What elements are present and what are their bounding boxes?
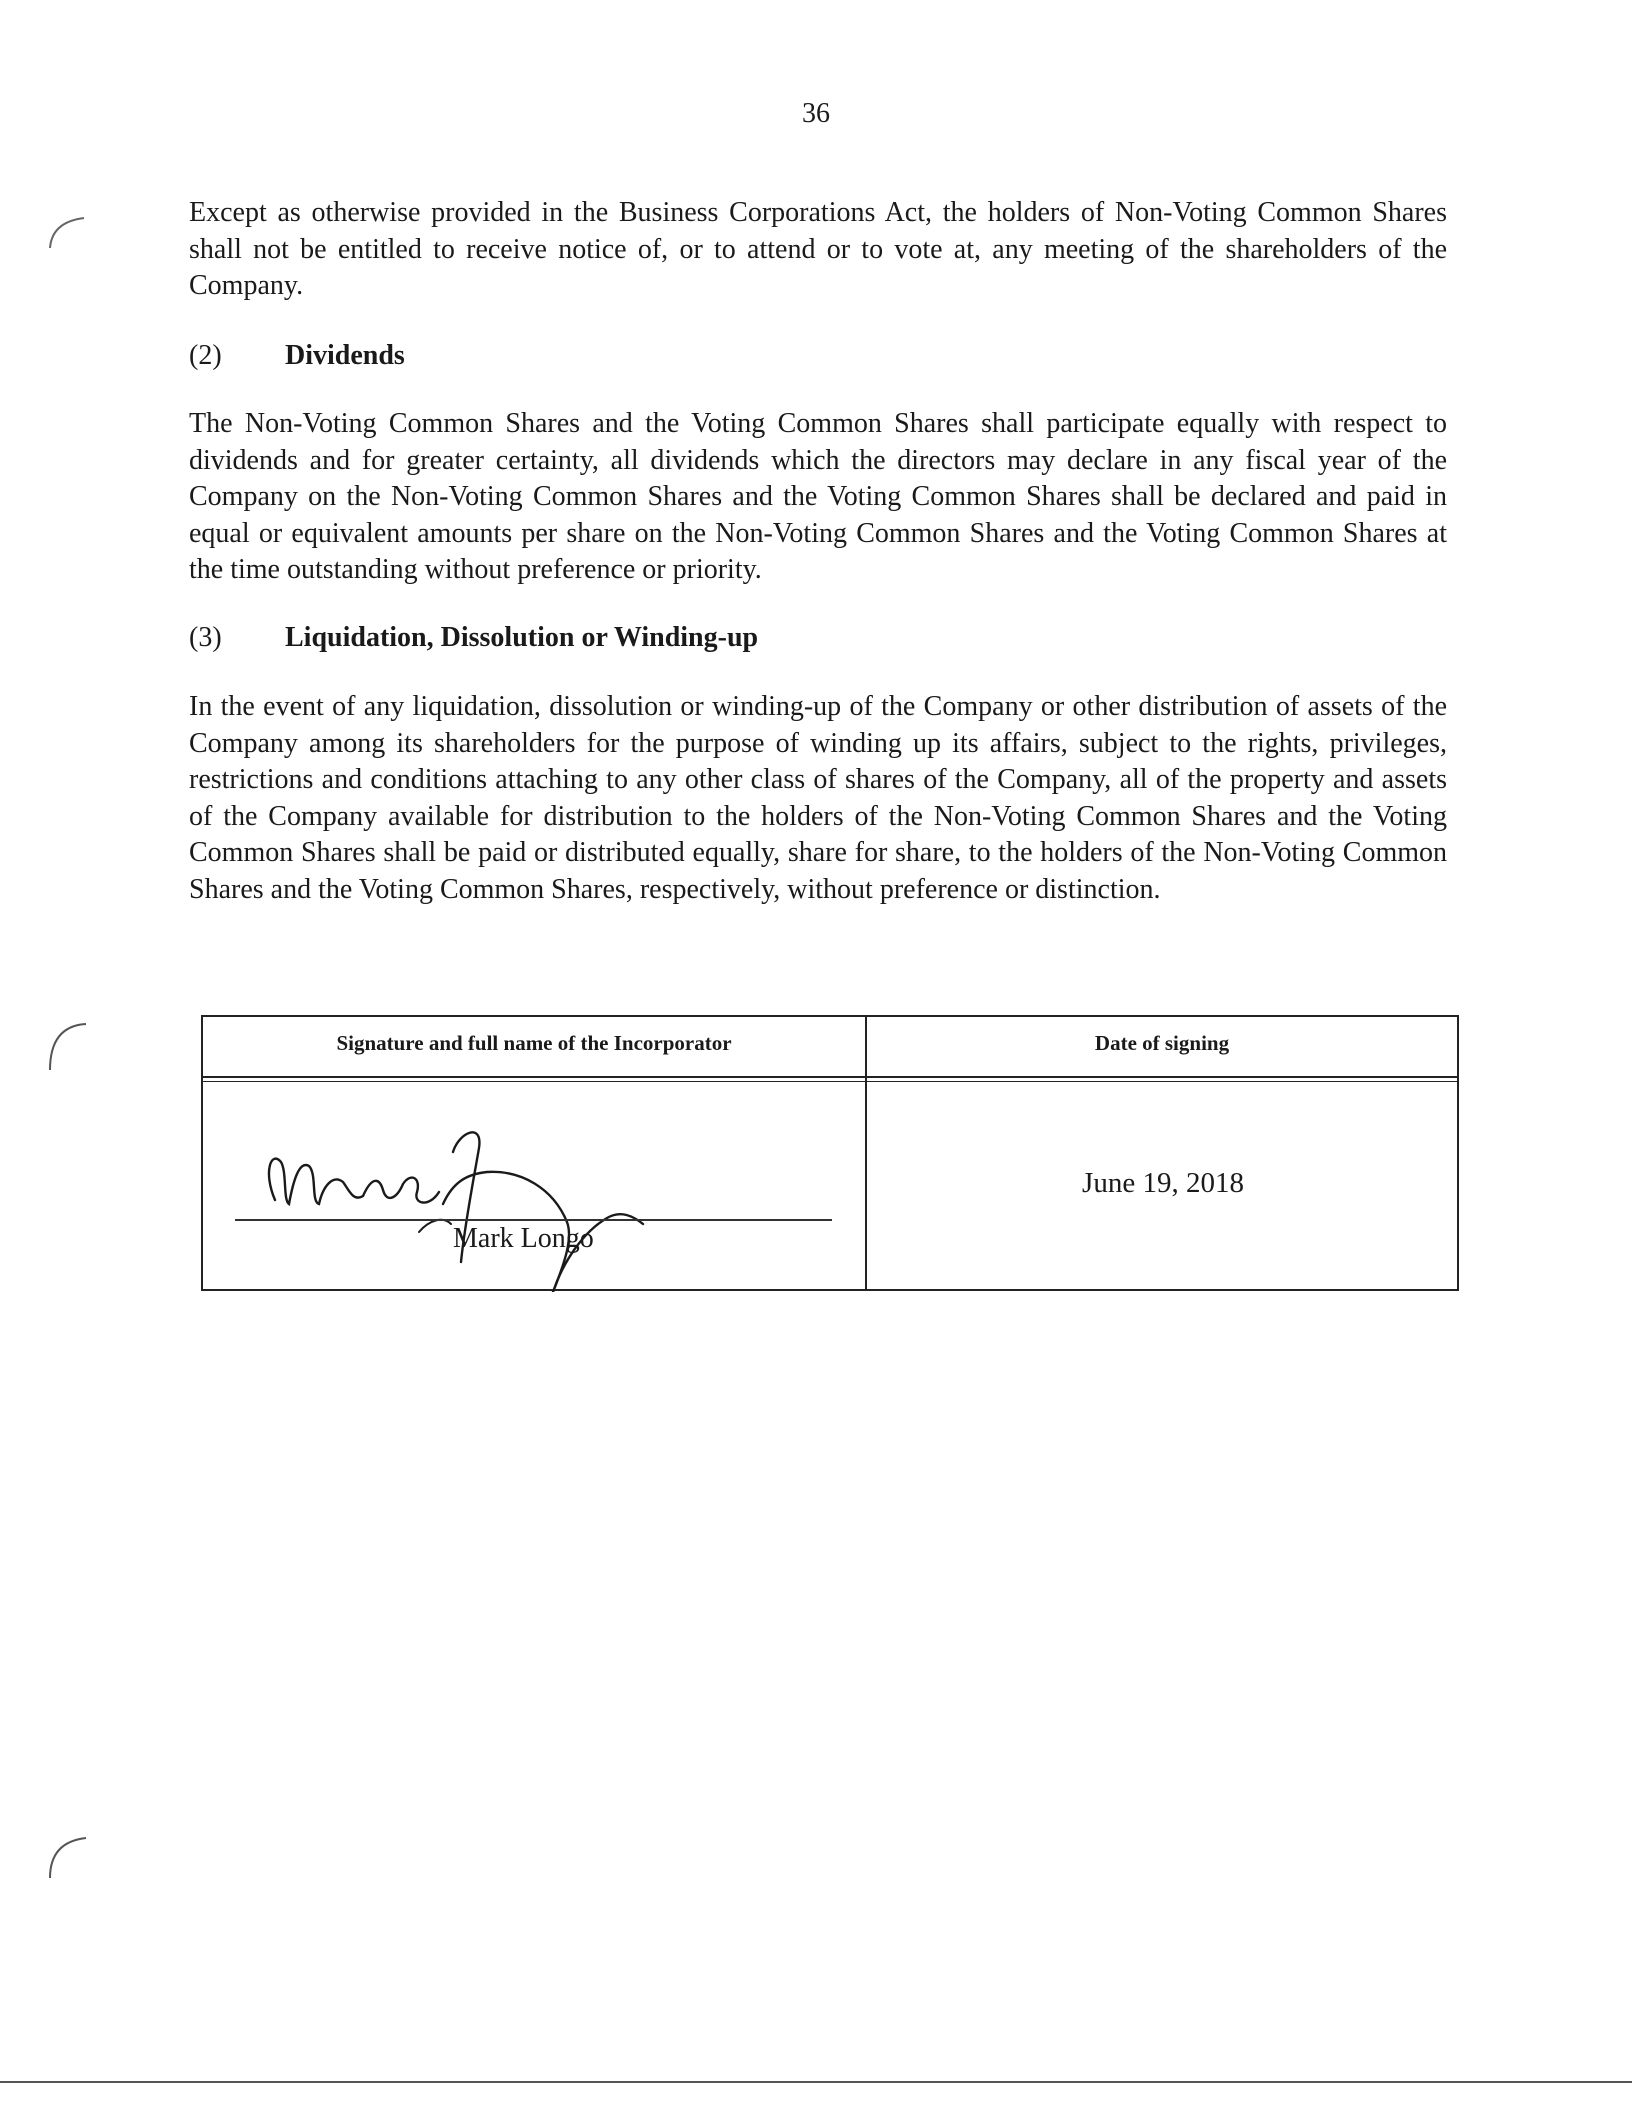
page-number: 36 <box>802 98 830 129</box>
scan-mark-bottom <box>44 1826 94 1896</box>
header-date: Date of signing <box>1094 1031 1230 1055</box>
signing-date: June 19, 2018 <box>1082 1167 1244 1199</box>
header-signature: Signature and full name of the Incorporator <box>336 1031 732 1055</box>
table-divider <box>203 1081 1457 1082</box>
section-heading-liquidation <box>189 620 758 656</box>
section-number: (3) <box>189 622 222 653</box>
scan-mark-top <box>44 208 94 278</box>
paragraph-liquidation: In the event of any liquidation, dissolution or winding-up of the Company or other distribution of assets of the Company among its shareholders for the purpose of winding up its affairs, subject to the rights, privileges, restrictions and conditions attaching to any other class of shares of the Company, all of the property and assets of the Company available for distribution to the holders of the Non-Voting Common Shares and the Voting Common Shares shall be paid or distributed equally, share for share, to the holders of the Non-Voting Common Shares and the Voting Common Shares, respectively, without preference or distinction. <box>189 691 1447 905</box>
scan-mark-middle <box>44 1010 94 1090</box>
paragraph-dividends: The Non-Voting Common Shares and the Voting Common Shares shall participate equally with respect to dividends and for greater certainty, all dividends which the directors may declare in any fiscal year of the Company on the Non-Voting Common Shares and the Voting Common Shares shall be declared and paid in equal or equivalent amounts per share on the Non-Voting Common Shares and the Voting Common Shares at the time outstanding without preference or priority. <box>189 408 1447 585</box>
table-divider <box>203 1076 1457 1078</box>
section-title: Liquidation, Dissolution or Winding-up <box>285 622 759 653</box>
incorporator-name: Mark Longo <box>453 1223 594 1254</box>
paragraph-voting-rights: Except as otherwise provided in the Business Corporations Act, the holders of Non-Voting Common Shares shall not be entitled to receive notice of, or to attend or to vote at, any meeting of the shareholders of the Company. <box>189 197 1447 301</box>
signature-line <box>235 1219 832 1221</box>
page-bottom-edge <box>0 2081 1632 2083</box>
section-title: Dividends <box>285 340 405 371</box>
section-number: (2) <box>189 340 222 371</box>
handwritten-signature <box>253 1112 893 1292</box>
signature-table <box>201 1015 1459 1291</box>
section-heading-dividends <box>189 338 405 374</box>
